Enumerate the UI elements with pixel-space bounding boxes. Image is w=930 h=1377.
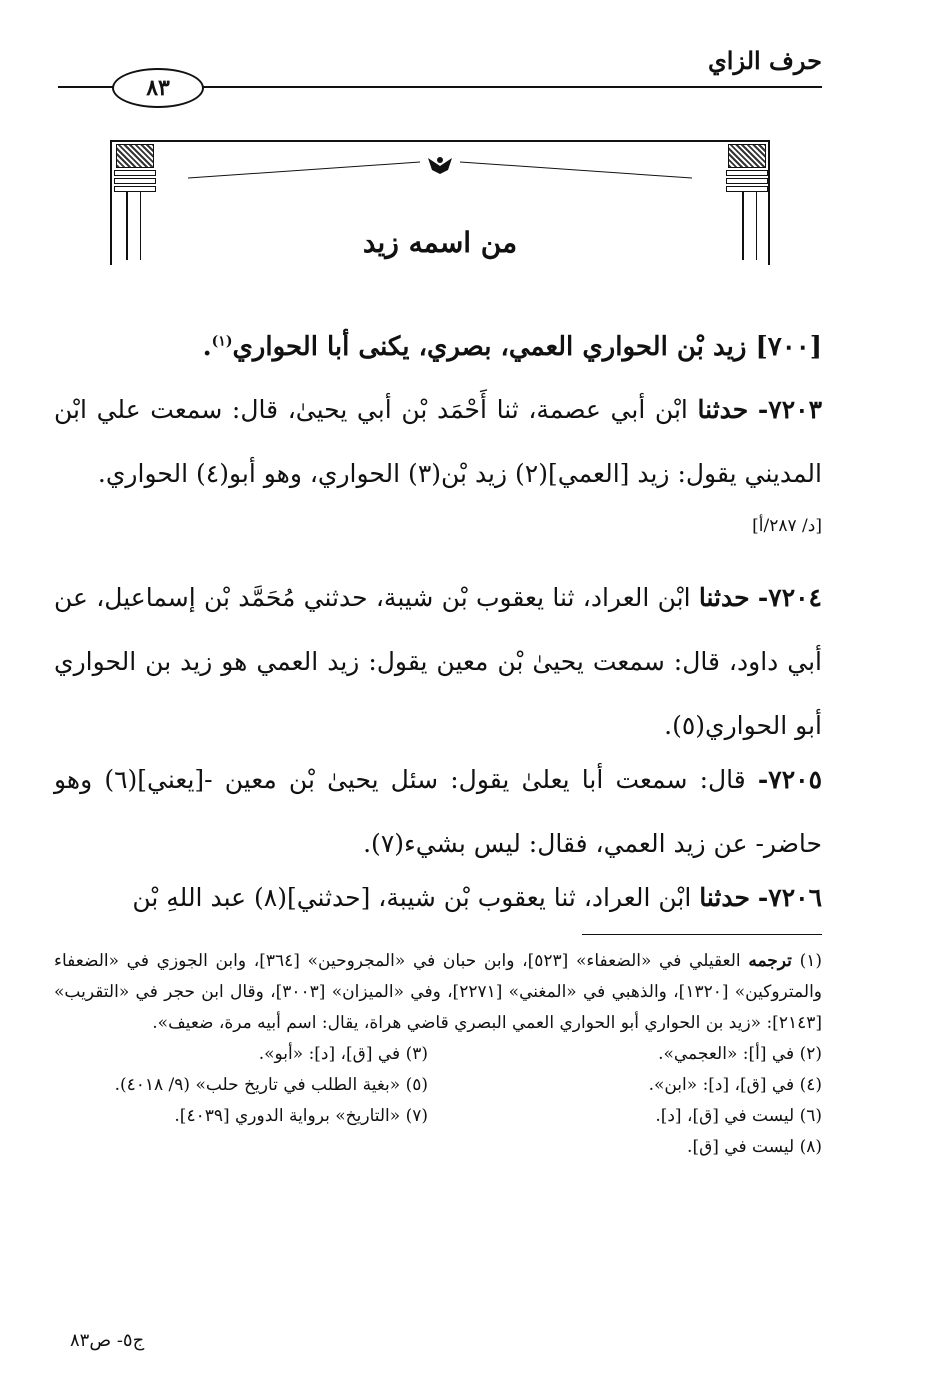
footnote-1-text: العقيلي في «الضعفاء» [٥٢٣]، وابن حبان في «المجروحين» [٣٦٤]، وابن الجوزي في «الضعفاء والمتروكين» [١٣٢٠]، والذهبي في «المغني» [٢٢٧١]، وفي «الميزان» [٣٠٠٣]، وقال ابن حجر في «التقريب» [٢١٤٣]: «زيد بن الحواري أبو الحواري العمي البصري قاضي هراة، يقال: اسم أبيه مرة، ضعيف». <box>54 951 822 1033</box>
entry-heading <box>58 322 822 372</box>
paragraph-7204 <box>54 566 822 758</box>
hadith-number: ٧٢٠٣- <box>757 395 822 424</box>
entry-number: [٧٠٠] <box>755 332 822 362</box>
paragraph-7206 <box>54 866 822 930</box>
footnote-1 <box>54 946 822 1039</box>
footnote-2: (٢) في [أ]: «العجمي». <box>658 1044 822 1064</box>
running-title: حرف الزاي <box>708 46 822 75</box>
hadith-number: ٧٢٠٤- <box>757 583 822 612</box>
footnote-1-lead: ترجمه <box>748 951 792 971</box>
hadith-text: ابْن العراد، ثنا يعقوب بْن شيبة، حدثني مُحَمَّد بْن إسماعيل، عن أبي داود، قال: سمعت يحيىٰ بْن معين يقول: زيد العمي هو زيد بن الحواري أبو الحواري(٥). <box>54 583 822 740</box>
footnote-1-number: (١) <box>799 951 822 971</box>
hadith-number: ٧٢٠٦- <box>757 883 822 912</box>
ornament-icon <box>428 157 452 174</box>
entry-footnote-mark: (١) <box>211 333 233 350</box>
hadith-lead: حدثنا <box>697 395 749 424</box>
footnote-3: (٣) في [ق]، [د]: «أبو». <box>258 1044 428 1064</box>
footnote-empty <box>54 1132 428 1163</box>
hadith-number: ٧٢٠٥- <box>757 765 823 794</box>
paragraph-7203 <box>54 378 822 506</box>
hadith-text: ابْن العراد، ثنا يعقوب بْن شيبة، [حدثني](٨) عبد اللهِ بْن <box>132 883 692 912</box>
page-number: ٨٣ <box>146 75 170 101</box>
footnote-8: (٨) ليست في [ق]. <box>687 1137 822 1157</box>
footnote-5: (٥) «بغية الطلب في تاريخ حلب» (٩/ ٤٠١٨). <box>114 1075 428 1095</box>
page-signature: ج٥- ص٨٣ <box>70 1330 145 1351</box>
hadith-lead: حدثنا <box>699 883 750 912</box>
entry-text: زيد بْن الحواري العمي، بصري، يكنى أبا الحواري <box>232 332 747 362</box>
hadith-text: قال: سمعت أبا يعلىٰ يقول: سئل يحيىٰ بْن معين -[يعني](٦) وهو حاضر- عن زيد العمي، فقال: ليس بشيء(٧). <box>54 765 822 858</box>
footnote-grid <box>54 1039 822 1163</box>
footnote-4: (٤) في [ق]، [د]: «ابن». <box>648 1075 822 1095</box>
footnote-separator <box>582 934 822 935</box>
entry-end: . <box>202 332 212 362</box>
page-number-oval <box>112 68 204 108</box>
ornamental-frame <box>110 140 770 265</box>
footnote-7: (٧) «التاريخ» برواية الدوري [٤٠٣٩]. <box>174 1106 428 1126</box>
manuscript-reference: [د/ ٢٨٧/أ] <box>752 516 822 536</box>
hadith-lead: حدثنا <box>698 583 750 612</box>
footnotes <box>54 946 822 1163</box>
section-title: من اسمه زيد <box>362 226 518 259</box>
hadith-text: ابْن أبي عصمة، ثنا أَحْمَد بْن أبي يحيىٰ، قال: سمعت علي ابْن المديني يقول: زيد [العمي](٢) زيد بْن(٣) الحواري، وهو أبو(٤) الحواري. <box>54 395 822 488</box>
paragraph-7205 <box>54 748 822 876</box>
frame-ornament-lines <box>110 140 770 200</box>
footnote-6: (٦) ليست في [ق]، [د]. <box>655 1106 822 1126</box>
